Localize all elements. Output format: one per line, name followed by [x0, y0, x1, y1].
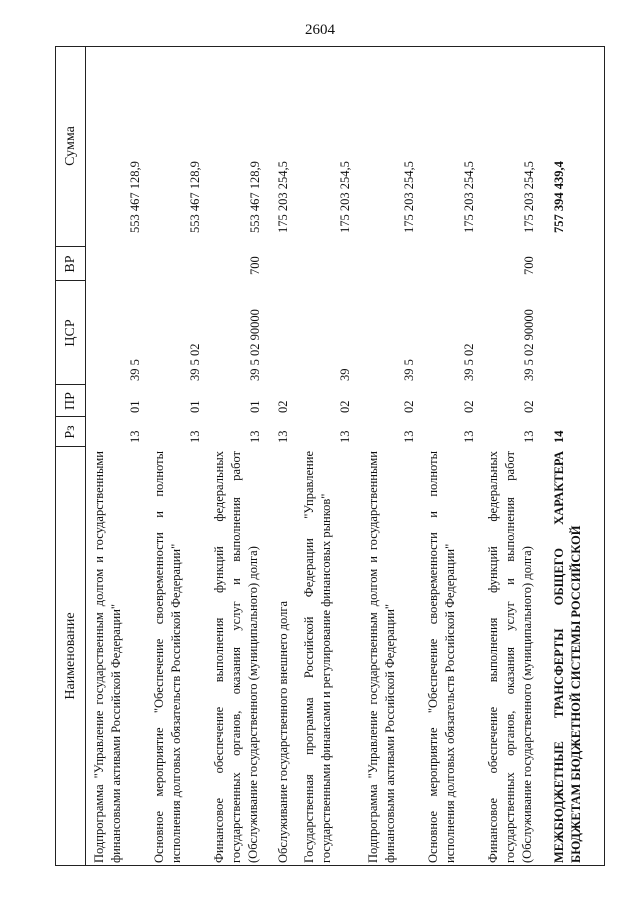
- page-number: 2604: [305, 22, 335, 38]
- row-name: МЕЖБЮДЖЕТНЫЕ ТРАНСФЕРТЫ ОБЩЕГО ХАРАКТЕРА БЮДЖЕТАМ БЮДЖЕТНОЙ СИСТЕМЫ РОССИЙСКОЙ: [552, 451, 583, 863]
- row-pr: 02: [522, 400, 536, 413]
- row-name: Подпрограмма "Управление государственным долгом и государственными финансовыми активами Российской Федерации": [366, 451, 397, 863]
- row-name: Финансовое обеспечение выполнения функций федеральных государственных органов, оказания услуг и выполнения работ (Обслуживание государственного (муниципального) долга): [486, 451, 534, 863]
- row-sum: 175 203 254,5: [402, 161, 416, 233]
- row-name: Основное мероприятие "Обеспечение своевременности и полноты исполнения долговых обязательств Российской Федерации": [152, 451, 183, 863]
- row-name: Финансовое обеспечение выполнения функций федеральных государственных органов, оказания услуг и выполнения работ (Обслуживание государственного (муниципального) долга): [212, 451, 260, 863]
- row-sum: 175 203 254,5: [276, 161, 290, 233]
- header-name: Наименование: [63, 612, 78, 700]
- row-csr: 39 5 02 90000: [248, 309, 262, 381]
- row-rz: 13: [338, 430, 352, 443]
- row-rz: 13: [248, 430, 262, 443]
- row-sum: 553 467 128,9: [188, 161, 202, 233]
- row-pr: 02: [402, 400, 416, 413]
- row-name: Основное мероприятие "Обеспечение своевременности и полноты исполнения долговых обязательств Российской Федерации": [426, 451, 457, 863]
- row-rz: 14: [552, 430, 566, 443]
- row-rz: 13: [522, 430, 536, 443]
- header-csr: ЦСР: [63, 319, 78, 347]
- table-header: [56, 47, 86, 865]
- row-name: Подпрограмма "Управление государственным долгом и государственными финансовыми активами Российской Федерации": [92, 451, 123, 863]
- budget-table: [55, 46, 605, 866]
- row-pr: 02: [338, 400, 352, 413]
- row-pr: 01: [128, 400, 142, 413]
- row-csr: 39 5: [128, 359, 142, 381]
- row-name: Государственная программа Российской Федерации "Управление государственными финансами и регулирование финансовых рынков": [302, 451, 333, 863]
- header-rz: Рз: [63, 425, 78, 439]
- row-sum: 553 467 128,9: [248, 161, 262, 233]
- row-csr: 39 5 02: [462, 343, 476, 381]
- row-sum: 553 467 128,9: [128, 161, 142, 233]
- row-vr: 700: [522, 256, 536, 275]
- header-pr: ПР: [63, 392, 78, 410]
- row-pr: 01: [188, 400, 202, 413]
- header-sum: Сумма: [63, 126, 78, 166]
- row-csr: 39: [338, 368, 352, 381]
- row-name: Обслуживание государственного внешнего долга: [276, 600, 290, 863]
- row-csr: 39 5 02 90000: [522, 309, 536, 381]
- header-vr: ВР: [63, 255, 78, 273]
- row-sum: 175 203 254,5: [522, 161, 536, 233]
- row-pr: 02: [462, 400, 476, 413]
- row-sum: 757 394 439,4: [552, 161, 566, 233]
- row-rz: 13: [188, 430, 202, 443]
- row-pr: 01: [248, 400, 262, 413]
- row-rz: 13: [402, 430, 416, 443]
- row-rz: 13: [276, 430, 290, 443]
- row-csr: 39 5: [402, 359, 416, 381]
- row-rz: 13: [128, 430, 142, 443]
- row-csr: 39 5 02: [188, 343, 202, 381]
- row-vr: 700: [248, 256, 262, 275]
- row-rz: 13: [462, 430, 476, 443]
- row-sum: 175 203 254,5: [462, 161, 476, 233]
- row-pr: 02: [276, 400, 290, 413]
- row-sum: 175 203 254,5: [338, 161, 352, 233]
